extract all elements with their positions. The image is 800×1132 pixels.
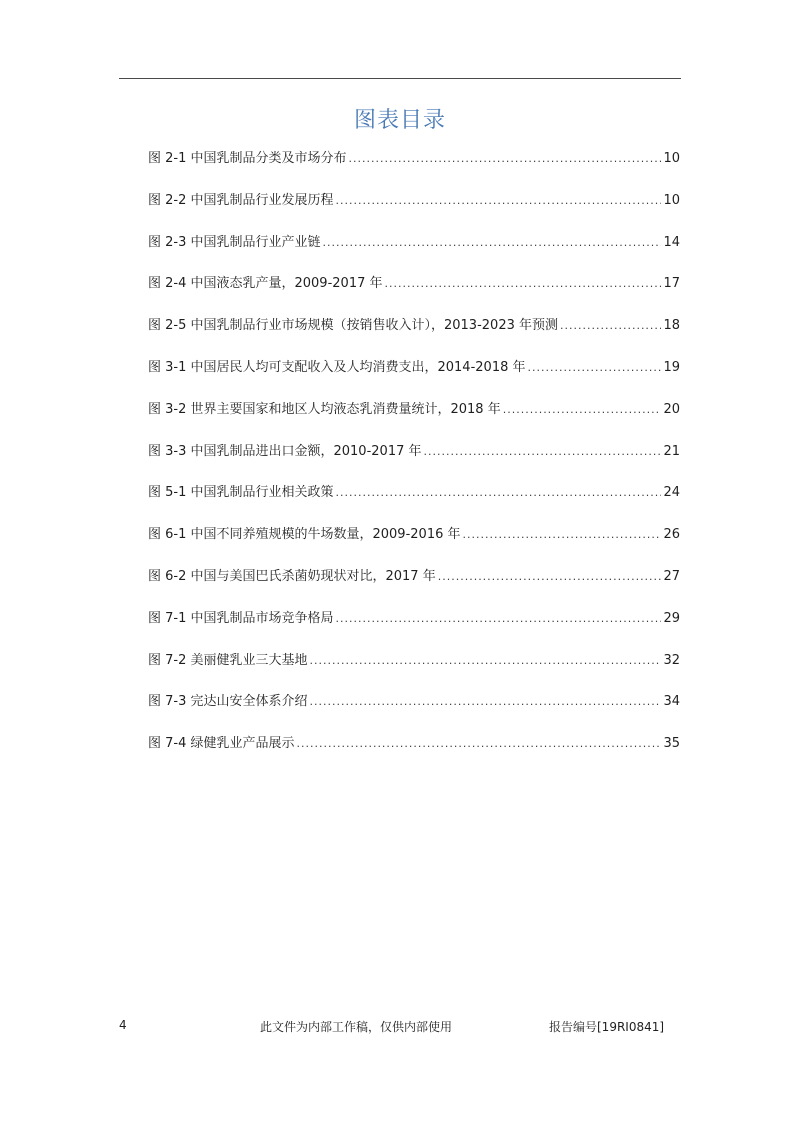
toc-dot-leader xyxy=(560,315,661,337)
toc-entry-page-number: 26 xyxy=(663,527,680,543)
toc-dot-leader xyxy=(463,524,662,546)
figure-table-of-contents xyxy=(148,148,680,775)
toc-dot-leader xyxy=(503,399,662,421)
toc-entry[interactable] xyxy=(148,148,680,190)
toc-entry[interactable] xyxy=(148,482,680,524)
toc-entry-page-number: 10 xyxy=(663,192,680,208)
toc-entry[interactable] xyxy=(148,273,680,315)
toc-entry-page-number: 29 xyxy=(663,610,680,626)
toc-entry-label: 图 3-1 中国居民人均可支配收入及人均消费支出，2014-2018 年 xyxy=(148,359,526,375)
toc-entry[interactable] xyxy=(148,524,680,566)
toc-dot-leader xyxy=(310,650,662,672)
footer-page-number: 4 xyxy=(119,1018,127,1032)
toc-entry-label: 图 3-3 中国乳制品进出口金额，2010-2017 年 xyxy=(148,443,422,459)
toc-entry-label: 图 7-3 完达山安全体系介绍 xyxy=(148,694,308,710)
toc-dot-leader xyxy=(424,441,662,463)
toc-entry-page-number: 10 xyxy=(663,151,680,166)
toc-dot-leader xyxy=(297,733,662,755)
toc-entry-label: 图 6-2 中国与美国巴氏杀菌奶现状对比，2017 年 xyxy=(148,568,436,584)
toc-entry-label: 图 3-2 世界主要国家和地区人均液态乳消费量统计，2018 年 xyxy=(148,401,501,417)
toc-entry-label: 图 7-1 中国乳制品市场竞争格局 xyxy=(148,610,334,626)
toc-entry-label: 图 2-5 中国乳制品行业市场规模（按销售收入计），2013-2023 年预测 xyxy=(148,318,558,334)
toc-dot-leader xyxy=(349,148,662,170)
toc-entry-page-number: 35 xyxy=(663,736,680,752)
toc-dot-leader xyxy=(336,608,662,630)
toc-entry-label: 图 7-2 美丽健乳业三大基地 xyxy=(148,652,308,668)
toc-entry[interactable] xyxy=(148,315,680,357)
toc-entry-page-number: 20 xyxy=(663,401,680,417)
toc-entry-page-number: 17 xyxy=(663,276,680,292)
toc-entry-label: 图 2-4 中国液态乳产量，2009-2017 年 xyxy=(148,276,383,292)
toc-entry-page-number: 27 xyxy=(663,568,680,584)
footer-confidential-note: 此文件为内部工作稿，仅供内部使用 xyxy=(260,1020,453,1034)
toc-entry[interactable] xyxy=(148,357,680,399)
toc-entry-page-number: 24 xyxy=(663,485,680,501)
toc-dot-leader xyxy=(528,357,662,379)
toc-entry[interactable] xyxy=(148,733,680,775)
toc-entry[interactable] xyxy=(148,691,680,733)
toc-entry[interactable] xyxy=(148,399,680,441)
header-rule xyxy=(119,78,681,79)
toc-entry-page-number: 34 xyxy=(663,694,680,710)
toc-dot-leader xyxy=(336,482,662,504)
toc-entry-label: 图 7-4 绿健乳业产品展示 xyxy=(148,736,295,752)
toc-entry[interactable] xyxy=(148,441,680,483)
toc-entry-page-number: 14 xyxy=(663,234,680,250)
toc-entry[interactable] xyxy=(148,608,680,650)
toc-dot-leader xyxy=(336,190,662,212)
toc-title: 图表目录 xyxy=(353,108,446,133)
toc-entry-label: 图 2-1 中国乳制品分类及市场分布 xyxy=(148,151,347,166)
toc-entry-page-number: 21 xyxy=(663,443,680,459)
toc-entry-page-number: 32 xyxy=(663,652,680,668)
toc-entry[interactable] xyxy=(148,650,680,692)
toc-dot-leader xyxy=(323,232,662,254)
toc-entry-label: 图 2-2 中国乳制品行业发展历程 xyxy=(148,192,334,208)
toc-entry-label: 图 5-1 中国乳制品行业相关政策 xyxy=(148,485,334,501)
toc-entry-page-number: 19 xyxy=(663,359,680,375)
toc-entry[interactable] xyxy=(148,232,680,274)
toc-dot-leader xyxy=(438,566,662,588)
toc-entry[interactable] xyxy=(148,190,680,232)
toc-dot-leader xyxy=(310,691,662,713)
toc-entry-label: 图 6-1 中国不同养殖规模的牛场数量，2009-2016 年 xyxy=(148,527,461,543)
toc-entry-label: 图 2-3 中国乳制品行业产业链 xyxy=(148,234,321,250)
toc-entry[interactable] xyxy=(148,566,680,608)
toc-entry-page-number: 18 xyxy=(663,318,680,334)
footer-report-number: 报告编号[19RI0841] xyxy=(549,1020,665,1034)
toc-dot-leader xyxy=(385,273,662,295)
